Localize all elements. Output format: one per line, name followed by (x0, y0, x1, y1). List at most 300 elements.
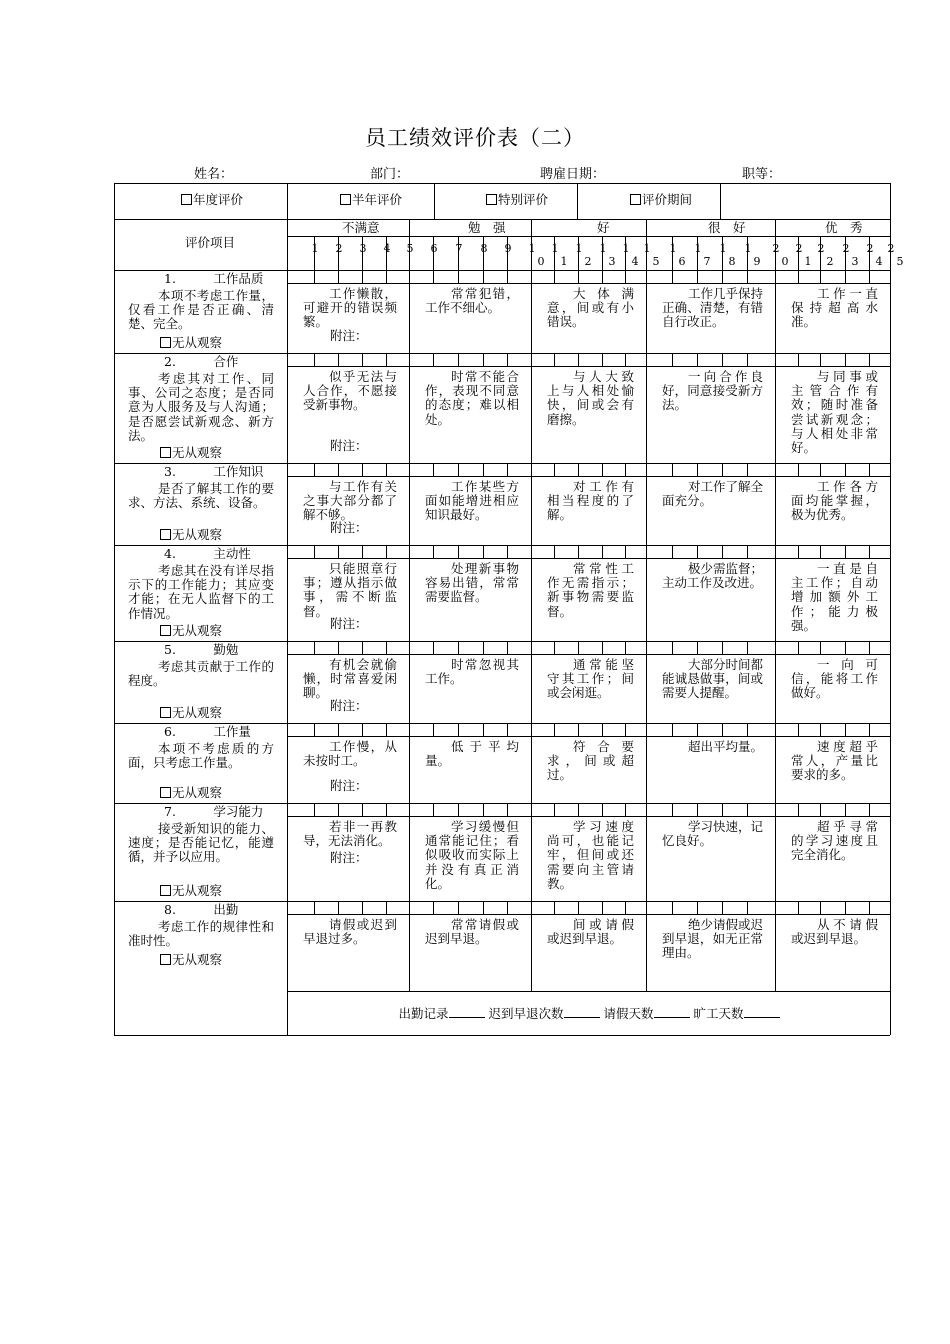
score-number-ones: 2 (584, 255, 592, 268)
score-box-divider (602, 270, 603, 283)
checkbox-icon[interactable] (160, 787, 171, 798)
score-box-divider (458, 270, 459, 283)
item-4-note-label: 附注： (330, 616, 368, 631)
score-box-divider (578, 353, 579, 366)
score-box-divider (433, 641, 434, 654)
score-box-divider (507, 353, 508, 366)
score-box-divider (578, 723, 579, 736)
score-box-divider (602, 545, 603, 558)
evaluation-item-header: 评价项目 (185, 235, 236, 250)
table-bottom-border (114, 1035, 890, 1036)
score-box-divider (554, 545, 555, 558)
attendance-record-blank[interactable] (449, 1007, 485, 1018)
score-box-divider (458, 901, 459, 914)
score-box-divider (697, 641, 698, 654)
score-box-divider (890, 270, 891, 283)
name-label: 姓名： (194, 167, 234, 182)
score-box-divider (820, 723, 821, 736)
score-box-divider (409, 723, 410, 736)
department-label: 部门： (370, 167, 410, 182)
score-number: 2 (335, 242, 343, 255)
no-observation-label: 无从观察 (172, 623, 223, 638)
item-2-grade-1-text: 似乎无法与人合作，不愿接受新事物。 (303, 369, 397, 413)
score-number-ones: 5 (896, 255, 904, 268)
score-number: 4 (383, 242, 391, 255)
item-7-grade-5-text: 超乎寻常的学习速度且完全消化。 (791, 819, 878, 863)
hire-date-label: 聘雇日期： (540, 167, 606, 182)
score-box-divider (798, 803, 799, 816)
score-box-divider (554, 901, 555, 914)
checkbox-icon[interactable] (181, 194, 192, 205)
score-number-tens: 1 (575, 242, 583, 255)
score-box-divider (775, 723, 776, 736)
score-box-divider (646, 901, 647, 914)
item-4-description: 考虑其在没有详尽指示下的工作能力；其应变才能；在无人监督下的工作情况。 (128, 563, 274, 621)
score-box-divider (697, 803, 698, 816)
score-box-divider (747, 270, 748, 283)
item-1-description: 本项不考虑工作量，仅看工作是否正确、清楚、完全。 (128, 288, 274, 332)
score-box-divider (845, 901, 846, 914)
score-box-divider (747, 723, 748, 736)
checkbox-icon[interactable] (160, 529, 171, 540)
score-box-divider (386, 463, 387, 476)
score-box-divider (747, 641, 748, 654)
score-box-divider (531, 353, 532, 366)
checkbox-icon[interactable] (340, 194, 351, 205)
score-box-divider (554, 641, 555, 654)
score-box-divider (458, 463, 459, 476)
score-box-divider (845, 641, 846, 654)
table-rule (409, 219, 410, 236)
score-number: 7 (455, 242, 463, 255)
score-number-ones: 0 (537, 255, 545, 268)
score-box-divider (458, 641, 459, 654)
score-box-divider (625, 723, 626, 736)
score-box-divider (820, 803, 821, 816)
score-box-divider (314, 353, 315, 366)
item-4-grade-4-text: 极少需监督；主动工作及改进。 (662, 561, 764, 591)
score-box-divider (386, 641, 387, 654)
item-1-title: 1. 工作品质 (164, 271, 264, 286)
score-box-divider (747, 803, 748, 816)
no-observation-label: 无从观察 (172, 335, 223, 350)
item-3-grade-2-text: 工作某些方面如能增进相应知识最好。 (425, 479, 519, 523)
score-box-divider (409, 901, 410, 914)
score-box-divider (338, 270, 339, 283)
score-number-ones: 1 (560, 255, 568, 268)
score-box-divider (578, 641, 579, 654)
table-rule (287, 183, 288, 1035)
score-box-divider (775, 803, 776, 816)
score-box-divider (483, 803, 484, 816)
score-box-divider (507, 463, 508, 476)
score-box-divider (747, 353, 748, 366)
score-box-divider (602, 353, 603, 366)
score-box-divider (869, 463, 870, 476)
item-4-grade-5-text: 一直是自主工作；自动增加额外工作；能力极强。 (791, 561, 878, 633)
score-box-divider (531, 270, 532, 283)
score-box-divider (578, 545, 579, 558)
score-number-tens: 1 (643, 242, 651, 255)
item-7-grade-3-text: 学习速度尚可，也能记牢，但间或还需要向主管请教。 (547, 819, 634, 891)
score-box-divider (507, 545, 508, 558)
score-box-divider (507, 901, 508, 914)
checkbox-icon[interactable] (160, 954, 171, 965)
score-number: 9 (504, 242, 512, 255)
score-box-divider (820, 545, 821, 558)
score-box-divider (722, 463, 723, 476)
item-4-grade-3-text: 常常性工作无需指示；新事物需要监督。 (547, 561, 634, 619)
item-3-grade-3-text: 对工作有相当程度的了解。 (547, 479, 634, 523)
score-strip-line (287, 558, 890, 559)
item-5-grade-1-text: 有机会就偷懒，时常喜爱闲聊。 (303, 657, 397, 701)
score-box-divider (722, 353, 723, 366)
score-box-divider (483, 463, 484, 476)
score-number-tens: 1 (622, 242, 630, 255)
score-box-divider (646, 723, 647, 736)
score-box-divider (697, 353, 698, 366)
score-box-divider (483, 270, 484, 283)
score-box-divider (845, 723, 846, 736)
item-8-no-observation[interactable] (160, 953, 222, 967)
score-box-divider (602, 901, 603, 914)
score-box-divider (433, 463, 434, 476)
score-box-divider (672, 270, 673, 283)
score-box-divider (433, 545, 434, 558)
score-box-divider (338, 723, 339, 736)
score-number: 1 (311, 242, 319, 255)
score-box-divider (362, 723, 363, 736)
table-rule (409, 283, 410, 991)
period-option-label: 年度评价 (193, 192, 244, 207)
score-box-divider (845, 803, 846, 816)
item-8-grade-1-text: 请假或迟到早退过多。 (303, 917, 397, 947)
period-option-label: 半年评价 (352, 192, 403, 207)
score-box-divider (646, 270, 647, 283)
late-count-blank[interactable] (564, 1007, 600, 1018)
item-1-grade-4-text: 工作几乎保持正确、清楚，有错自行改正。 (662, 286, 764, 330)
score-box-divider (890, 353, 891, 366)
score-number-ones: 0 (781, 255, 789, 268)
score-box-divider (890, 723, 891, 736)
score-number-ones: 7 (703, 255, 711, 268)
score-box-divider (869, 641, 870, 654)
item-3-grade-1-text: 与工作有关之事大部分都了解不够。 (303, 479, 397, 523)
score-box-divider (697, 463, 698, 476)
item-6-grade-4-text: 超出平均量。 (688, 739, 764, 754)
score-box-divider (338, 463, 339, 476)
item-2-no-observation[interactable] (160, 446, 222, 460)
checkbox-icon[interactable] (486, 194, 497, 205)
score-box-divider (625, 803, 626, 816)
score-box-divider (409, 641, 410, 654)
item-3-description: 是否了解其工作的要求、方法、系统、设备。 (128, 481, 274, 511)
score-box-divider (820, 353, 821, 366)
score-box-divider (625, 463, 626, 476)
score-box-divider (314, 463, 315, 476)
score-box-divider (869, 723, 870, 736)
score-box-divider (507, 270, 508, 283)
item-5-grade-5-text: 一向可信，能将工作做好。 (791, 657, 878, 701)
table-left-border (114, 183, 115, 1035)
score-box-divider (845, 463, 846, 476)
rank-label: 职等： (742, 167, 782, 182)
score-box-divider (314, 803, 315, 816)
table-rule (287, 991, 890, 992)
score-box-divider (531, 803, 532, 816)
no-observation-label: 无从观察 (172, 952, 223, 967)
checkbox-icon[interactable] (160, 707, 171, 718)
checkbox-icon[interactable] (160, 447, 171, 458)
score-box-divider (409, 353, 410, 366)
item-8-grade-5-text: 从不请假或迟到早退。 (791, 917, 878, 947)
item-7-no-observation[interactable] (160, 884, 222, 898)
score-box-divider (362, 641, 363, 654)
score-box-divider (554, 270, 555, 283)
score-box-divider (483, 901, 484, 914)
score-box-divider (890, 641, 891, 654)
attendance-record-label: 出勤记录 (398, 1006, 449, 1021)
score-box-divider (722, 803, 723, 816)
score-box-divider (646, 545, 647, 558)
score-number-tens: 1 (528, 242, 536, 255)
score-box-divider (386, 901, 387, 914)
score-box-divider (820, 270, 821, 283)
item-6-grade-5-text: 速度超乎常人，产量比要求的多。 (791, 739, 878, 783)
score-box-divider (314, 545, 315, 558)
table-rule (775, 283, 776, 991)
score-strip-line (287, 366, 890, 367)
item-1-note-label: 附注： (330, 328, 368, 343)
score-box-divider (458, 803, 459, 816)
score-box-divider (409, 545, 410, 558)
score-box-divider (798, 723, 799, 736)
score-box-divider (775, 901, 776, 914)
score-box-divider (531, 641, 532, 654)
table-rule (287, 236, 890, 237)
absent-days-blank[interactable] (744, 1007, 780, 1018)
grade-level-heading: 勉 强 (468, 220, 506, 235)
score-box-divider (433, 353, 434, 366)
score-box-divider (554, 803, 555, 816)
item-4-title: 4. 主动性 (164, 546, 251, 561)
score-number-tens: 2 (772, 242, 780, 255)
table-rule (531, 219, 532, 236)
score-box-divider (775, 641, 776, 654)
score-box-divider (602, 803, 603, 816)
item-2-grade-3-text: 与人大致上与人相处愉快，间或会有磨擦。 (547, 369, 634, 427)
item-6-grade-1-text: 工作慢，从未按时工。 (303, 739, 397, 769)
score-box-divider (362, 353, 363, 366)
absent-days-label: 旷工天数 (693, 1006, 744, 1021)
item-2-grade-5-text: 与同事或主管合作有效；随时准备尝试新观念；与人相处非常好。 (791, 369, 878, 456)
table-rule (531, 283, 532, 991)
score-box-divider (722, 723, 723, 736)
score-box-divider (386, 545, 387, 558)
item-8-grade-4-text: 绝少请假或迟到早退，如无正常理由。 (662, 917, 764, 961)
score-box-divider (578, 901, 579, 914)
score-box-divider (531, 723, 532, 736)
score-box-divider (314, 270, 315, 283)
score-box-divider (869, 545, 870, 558)
score-box-divider (775, 270, 776, 283)
score-box-divider (554, 353, 555, 366)
item-3-no-observation[interactable] (160, 528, 222, 542)
item-7-title: 7. 学习能力 (164, 804, 264, 819)
item-5-description: 考虑其贡献于工作的程度。 (128, 659, 274, 689)
score-box-divider (507, 641, 508, 654)
score-box-divider (602, 723, 603, 736)
score-box-divider (775, 463, 776, 476)
score-box-divider (747, 901, 748, 914)
score-box-divider (602, 463, 603, 476)
leave-days-blank[interactable] (654, 1007, 690, 1018)
score-box-divider (338, 901, 339, 914)
score-box-divider (775, 353, 776, 366)
table-rule (434, 183, 435, 219)
annual-evaluation-option[interactable] (181, 193, 243, 207)
item-8-grade-2-text: 常常请假或迟到早退。 (425, 917, 519, 947)
score-number: 3 (359, 242, 367, 255)
special-evaluation-option[interactable] (486, 193, 548, 207)
score-box-divider (672, 901, 673, 914)
no-observation-label: 无从观察 (172, 785, 223, 800)
no-observation-label: 无从观察 (172, 883, 223, 898)
score-box-divider (798, 353, 799, 366)
score-box-divider (697, 901, 698, 914)
score-number-ones: 4 (875, 255, 883, 268)
score-box-divider (869, 353, 870, 366)
checkbox-icon[interactable] (630, 194, 641, 205)
score-strip-line (287, 816, 890, 817)
checkbox-icon[interactable] (160, 625, 171, 636)
score-box-divider (672, 723, 673, 736)
item-2-note-label: 附注： (330, 438, 368, 453)
item-2-title: 2. 合作 (164, 354, 239, 369)
score-box-divider (338, 641, 339, 654)
score-number: 5 (406, 242, 414, 255)
score-box-divider (845, 270, 846, 283)
item-6-no-observation[interactable] (160, 786, 222, 800)
score-number-ones: 8 (728, 255, 736, 268)
item-1-no-observation[interactable] (160, 336, 222, 350)
score-box-divider (672, 641, 673, 654)
score-box-divider (845, 353, 846, 366)
score-box-divider (869, 270, 870, 283)
score-number-tens: 2 (817, 242, 825, 255)
form-title: 员工绩效评价表（二） (365, 126, 585, 150)
score-number-tens: 1 (599, 242, 607, 255)
score-number-tens: 1 (744, 242, 752, 255)
semiannual-evaluation-option[interactable] (340, 193, 402, 207)
score-number-ones: 3 (608, 255, 616, 268)
score-box-divider (775, 545, 776, 558)
item-7-grade-4-text: 学习快速，记忆良好。 (662, 819, 764, 849)
score-box-divider (386, 270, 387, 283)
table-top-border (114, 183, 890, 184)
score-strip-line (287, 914, 890, 915)
no-observation-label: 无从观察 (172, 445, 223, 460)
score-box-divider (672, 545, 673, 558)
score-box-divider (646, 803, 647, 816)
item-7-grade-1-text: 若非一再教导，无法消化。 (303, 819, 397, 849)
score-number-tens: 1 (719, 242, 727, 255)
score-number-tens: 2 (842, 242, 850, 255)
item-8-description: 考虑工作的规律性和准时性。 (128, 919, 274, 949)
score-box-divider (362, 270, 363, 283)
item-7-note-label: 附注： (330, 850, 368, 865)
checkbox-icon[interactable] (160, 337, 171, 348)
score-box-divider (747, 463, 748, 476)
score-box-divider (338, 803, 339, 816)
score-number-tens: 2 (866, 242, 874, 255)
leave-days-label: 请假天数 (603, 1006, 654, 1021)
score-box-divider (362, 463, 363, 476)
score-box-divider (578, 463, 579, 476)
score-strip-line (287, 736, 890, 737)
item-8-grade-3-text: 间或请假或迟到早退。 (547, 917, 634, 947)
evaluation-period-option[interactable] (630, 193, 692, 207)
score-box-divider (722, 270, 723, 283)
score-number-ones: 4 (631, 255, 639, 268)
score-box-divider (531, 463, 532, 476)
score-box-divider (646, 353, 647, 366)
score-box-divider (798, 463, 799, 476)
score-box-divider (338, 545, 339, 558)
score-strip-line (287, 476, 890, 477)
score-number-ones: 5 (652, 255, 660, 268)
table-rule (775, 219, 776, 236)
score-box-divider (433, 723, 434, 736)
grade-level-heading: 不满意 (342, 220, 380, 235)
score-box-divider (483, 641, 484, 654)
score-number-tens: 2 (795, 242, 803, 255)
score-number: 8 (480, 242, 488, 255)
score-number-ones: 2 (826, 255, 834, 268)
score-box-divider (672, 463, 673, 476)
score-box-divider (697, 723, 698, 736)
score-box-divider (507, 723, 508, 736)
score-box-divider (798, 270, 799, 283)
item-3-grade-4-text: 对工作了解全面充分。 (662, 479, 764, 509)
no-observation-label: 无从观察 (172, 527, 223, 542)
score-box-divider (409, 803, 410, 816)
item-1-grade-1-text: 工作懒散，可避开的错误频繁。 (303, 286, 397, 330)
score-box-divider (890, 803, 891, 816)
checkbox-icon[interactable] (160, 885, 171, 896)
score-box-divider (483, 723, 484, 736)
score-box-divider (869, 803, 870, 816)
score-box-divider (314, 641, 315, 654)
no-observation-label: 无从观察 (172, 705, 223, 720)
table-rule (646, 219, 647, 236)
score-number-ones: 6 (678, 255, 686, 268)
score-box-divider (409, 463, 410, 476)
item-5-no-observation[interactable] (160, 706, 222, 720)
score-box-divider (314, 723, 315, 736)
item-1-grade-5-text: 工作一直保持超高水准。 (791, 286, 878, 330)
table-rule (646, 283, 647, 991)
score-box-divider (625, 353, 626, 366)
score-number-ones: 3 (851, 255, 859, 268)
score-box-divider (578, 270, 579, 283)
score-number-tens: 1 (669, 242, 677, 255)
score-box-divider (314, 901, 315, 914)
score-box-divider (602, 641, 603, 654)
item-6-description: 本项不考虑质的方面，只考虑工作量。 (128, 741, 274, 771)
score-number-tens: 2 (887, 242, 895, 255)
item-4-no-observation[interactable] (160, 624, 222, 638)
